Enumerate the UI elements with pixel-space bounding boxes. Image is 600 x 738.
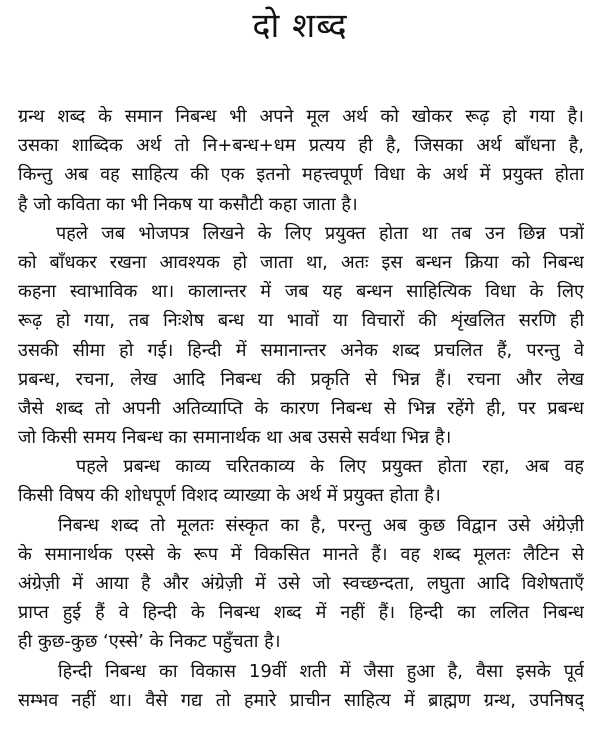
text-line: प्राप्त हुई हैं वे हिन्दी के निबन्ध शब्द में नहीं हैं। हिन्दी का ललित निबन्ध [18, 602, 584, 624]
body-text [18, 102, 584, 715]
text-line: निबन्ध शब्द तो मूलतः संस्कृत का है, परन्तु अब कुछ विद्वान उसे अंग्रेज़ी [58, 514, 584, 536]
text-line: पहले जब भोजपत्र लिखने के लिए प्रयुक्त होता था तब उन छिन्न पत्रों [56, 222, 584, 244]
text-line: जैसे शब्द तो अपनी अतिव्याप्ति के कारण निबन्ध से भिन्न रहेंगे ही, पर प्रबन्ध [18, 397, 584, 419]
text-line: पहले प्रबन्ध काव्य चरितकाव्य के लिए प्रयुक्त होता रहा, अब वह [76, 456, 584, 478]
text-line: है जो कविता का भी निकष या कसौटी कहा जाता है। [18, 193, 358, 215]
page-title: दो शब्द [252, 6, 348, 46]
text-line: उसका शाब्दिक अर्थ तो नि+बन्ध+धम प्रत्यय ही है, जिसका अर्थ बाँधना है, [18, 135, 584, 157]
text-line: कहना स्वाभाविक था। कालान्तर में जब यह बन्धन साहित्यिक विधा के लिए [18, 281, 584, 303]
text-line: ही कुछ-कुछ ‘एस्से’ के निकट पहुँचता है। [18, 631, 281, 653]
text-line: किसी विषय की शोधपूर्ण विशद व्याख्या के अर्थ में प्रयुक्त होता है। [18, 485, 441, 507]
text-line: हिन्दी निबन्ध का विकास 19वीं शती में जैसा हुआ है, वैसा इसके पूर्व [58, 660, 584, 682]
text-line: उसकी सीमा हो गई। हिन्दी में समानान्तर अनेक शब्द प्रचलित हैं, परन्तु वे [18, 339, 584, 361]
text-line: के समानार्थक एस्से के रूप में विकसित मानते हैं। वह शब्द मूलतः लैटिन से [18, 543, 584, 565]
text-line: सम्भव नहीं था। वैसे गद्य तो हमारे प्राचीन साहित्य में ब्राह्मण ग्रन्थ, उपनिषद् [18, 689, 584, 711]
text-line: प्रबन्ध, रचना, लेख आदि निबन्ध की प्रकृति से भिन्न हैं। रचना और लेख [18, 368, 584, 390]
text-line: किन्तु अब वह साहित्य की एक इतनो महत्त्वपूर्ण विधा के अर्थ में प्रयुक्त होता [18, 164, 584, 186]
text-line: को बाँधकर रखना आवश्यक हो जाता था, अतः इस बन्धन क्रिया को निबन्ध [18, 251, 584, 273]
text-line: जो किसी समय निबन्ध का समानार्थक था अब उससे सर्वथा भिन्न है। [18, 427, 452, 449]
text-line: ग्रन्थ शब्द के समान निबन्ध भी अपने मूल अर्थ को खोकर रूढ़ हो गया है। [18, 106, 584, 127]
text-line: अंग्रेज़ी में आया है और अंग्रेज़ी में उसे जो स्वच्छन्दता, लघुता आदि विशेषताएँ [18, 573, 584, 594]
text-line: रूढ़ हो गया, तब निःशेष बन्ध या भावों या विचारों की शृंखलित सरणि ही [18, 310, 584, 332]
